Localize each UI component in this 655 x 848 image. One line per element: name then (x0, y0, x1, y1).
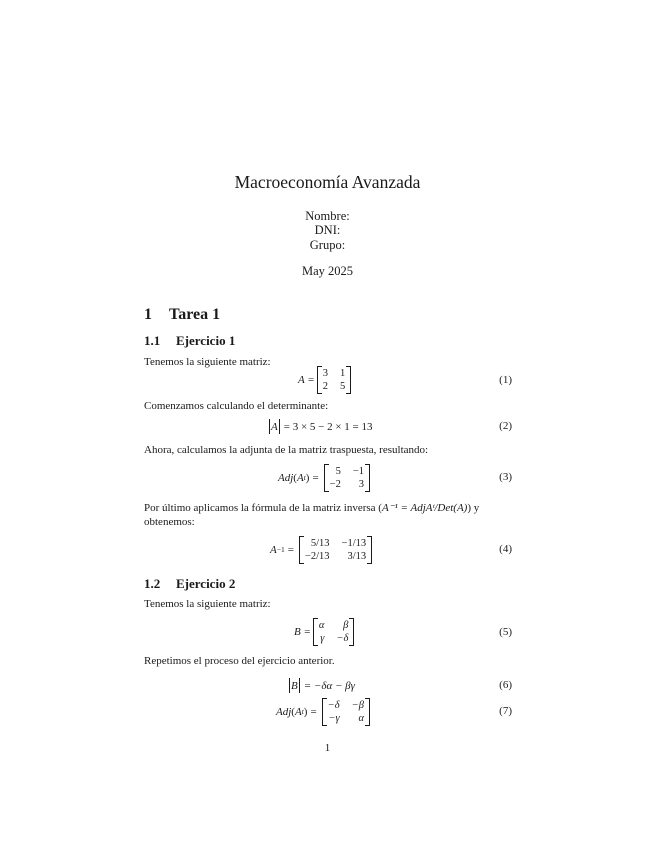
matrix-cell: −2/13 (304, 550, 330, 562)
eq7-equals: = (310, 705, 317, 718)
ex1-inverse-text (144, 501, 514, 529)
matrix-cell: −1 (352, 465, 365, 477)
inverse-matrix (299, 536, 372, 564)
author-group-line: Grupo: (309, 238, 346, 252)
equation-number-6: (6) (499, 679, 512, 691)
document-title: Macroeconomía Avanzada (234, 172, 421, 192)
matrix-cell: α (358, 712, 364, 724)
section-heading (144, 306, 220, 324)
author-dni-line: DNI: (314, 223, 341, 237)
matrix-cell: γ (320, 633, 325, 644)
eq6-rhs: = −δα − βγ (303, 679, 355, 692)
equation-number-2: (2) (499, 420, 512, 432)
page-number: 1 (324, 742, 331, 754)
equation-4 (270, 535, 374, 564)
inverse-text-b: ) y (467, 502, 480, 514)
inverse-text-a: Por último aplicamos la fórmula de la matriz inversa ( (144, 502, 382, 514)
matrix-cell: 1 (339, 368, 346, 379)
matrix-cell: 5 (339, 381, 346, 392)
matrix-cell: −δ (336, 633, 349, 644)
ex2-repeat-text: Repetimos el proceso del ejercicio anterior. (144, 655, 335, 667)
section-title: Tarea 1 (169, 306, 221, 323)
matrix-cell: 2 (322, 381, 328, 392)
eq4-sup: −1 (276, 545, 285, 554)
matrix-cell: 5/13 (310, 537, 330, 549)
matrix-cell: −1/13 (341, 537, 367, 549)
eq4-equals: = (287, 543, 294, 556)
subsection-heading-2 (144, 576, 235, 592)
equation-1 (298, 366, 353, 394)
matrix-cell: −β (351, 699, 364, 711)
eq5-lhs: B = (294, 626, 311, 638)
equation-5 (294, 618, 356, 646)
subsection-number-2: 1.2 (144, 576, 161, 591)
equation-number-4: (4) (499, 543, 512, 555)
subsection-heading-1 (144, 333, 235, 349)
eq7-arg: A (294, 705, 302, 718)
subsection-number-1: 1.1 (144, 333, 161, 348)
eq6-var: B (291, 679, 298, 692)
matrix-cell: 3/13 (347, 550, 367, 562)
inverse-text-c: obtenemos: (144, 516, 195, 528)
document-date: May 2025 (301, 264, 354, 278)
matrix-cell: −γ (328, 712, 340, 724)
adjoint-matrix (324, 464, 370, 492)
matrix-cell: 5 (335, 465, 341, 477)
ex1-intro-text: Tenemos la siguiente matriz: (144, 356, 271, 368)
equation-3: Adj ( A t ) = 5 −1 −2 3 (278, 463, 372, 492)
matrix-cell: α (318, 620, 325, 631)
ex1-determinant-text: Comenzamos calculando el determinante: (144, 400, 329, 412)
adjoint-matrix-b (322, 698, 370, 726)
ex1-adjoint-text: Ahora, calculamos la adjunta de la matriz traspuesta, resultando: (144, 444, 429, 456)
section-number: 1 (144, 306, 152, 323)
author-name-line: Nombre: (305, 209, 350, 223)
eq7-adj: Adj (276, 705, 292, 718)
matrix-cell: 3 (322, 368, 328, 379)
eq3-arg: A (296, 471, 304, 484)
matrix-cell: 3 (358, 478, 365, 490)
matrix-b (313, 618, 354, 646)
inverse-formula: A⁻¹ = AdjAᵗ/Det(A) (381, 502, 468, 514)
equation-number-5: (5) (499, 626, 512, 638)
eq3-equals: = (312, 471, 319, 484)
subsection-title-2: Ejercicio 2 (176, 576, 236, 591)
equation-number-1: (1) (499, 374, 512, 386)
eq3-sup: t (303, 473, 306, 482)
ex2-intro-text: Tenemos la siguiente matriz: (144, 598, 271, 610)
equation-7: Adj ( A t ) = −δ −β −γ α (276, 697, 372, 726)
equation-number-7: (7) (499, 705, 512, 717)
eq1-lhs: A = (298, 374, 315, 386)
matrix-cell: −δ (327, 699, 340, 711)
eq2-rhs: = 3 × 5 − 2 × 1 = 13 (283, 420, 373, 433)
eq4-lhs: A (270, 543, 277, 556)
subsection-title-1: Ejercicio 1 (176, 333, 236, 348)
matrix-a (317, 366, 352, 394)
equation-6 (288, 677, 355, 694)
matrix-cell: −2 (329, 478, 341, 490)
equation-2 (268, 418, 373, 435)
eq7-sup: t (301, 707, 304, 716)
eq2-var: A (271, 420, 278, 433)
matrix-cell: β (343, 620, 349, 631)
eq3-adj: Adj (278, 471, 294, 484)
equation-number-3: (3) (499, 471, 512, 483)
